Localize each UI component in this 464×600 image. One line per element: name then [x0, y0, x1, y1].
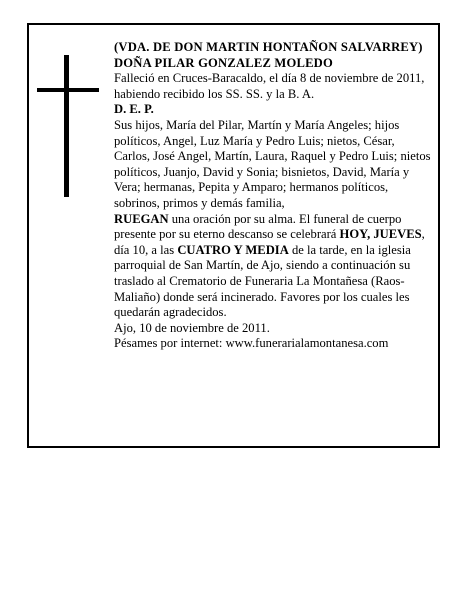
cross-horizontal-bar — [37, 88, 99, 92]
place-date: Ajo, 10 de noviembre de 2011. — [114, 320, 270, 335]
prayer-text: una oración por su alma. El funeral de cuerpo presente por su eterno descanso se celebrará — [114, 211, 402, 242]
widow-line: (VDA. DE DON MARTIN HONTAÑON SALVARREY) — [114, 40, 423, 54]
deceased-name: DOÑA PILAR GONZALEZ MOLEDO — [114, 55, 333, 70]
funeral-time: CUATRO Y MEDIA — [177, 242, 289, 257]
ruegan-word: RUEGAN — [114, 211, 169, 226]
cross-vertical-bar — [64, 55, 69, 197]
funeral-details: de la tarde, en la iglesia parroquial de San Martín, de Ajo, siendo a continuación su traslado al Crematorio de Funeraria La Montañesa (Raos-Maliaño) donde será incinerado. Favores por los cuales les quedarán agradecidos. — [114, 242, 411, 320]
cross-icon — [37, 55, 99, 197]
condolences-line: Pésames por internet: www.funerarialamontanesa.com — [114, 336, 389, 351]
funeral-day-detail: , día 10, a las — [114, 227, 425, 257]
funeral-paragraph — [114, 212, 432, 321]
funeral-day: HOY, JUEVES — [339, 227, 422, 242]
family-list: Sus hijos, María del Pilar, Martín y María Angeles; hijos políticos, Angel, Luz María y Pedro Luis; nietos, César, Carlos, José Angel, Martín, Laura, Raquel y Pedro Luis; nietos políticos, Juanjo, David y Sonia; bisnietos, David, María y Vera; hermanas, Pepita y Amparo; hermanos políticos, sobrinos, primos y demás familia, — [114, 117, 431, 210]
death-statement: Falleció en Cruces-Baracaldo, el día 8 de noviembre de 2011, habiendo recibido los SS. SS. y la B. A. — [114, 71, 425, 101]
dep-line: D. E. P. — [114, 102, 154, 117]
obituary-text — [114, 40, 432, 352]
